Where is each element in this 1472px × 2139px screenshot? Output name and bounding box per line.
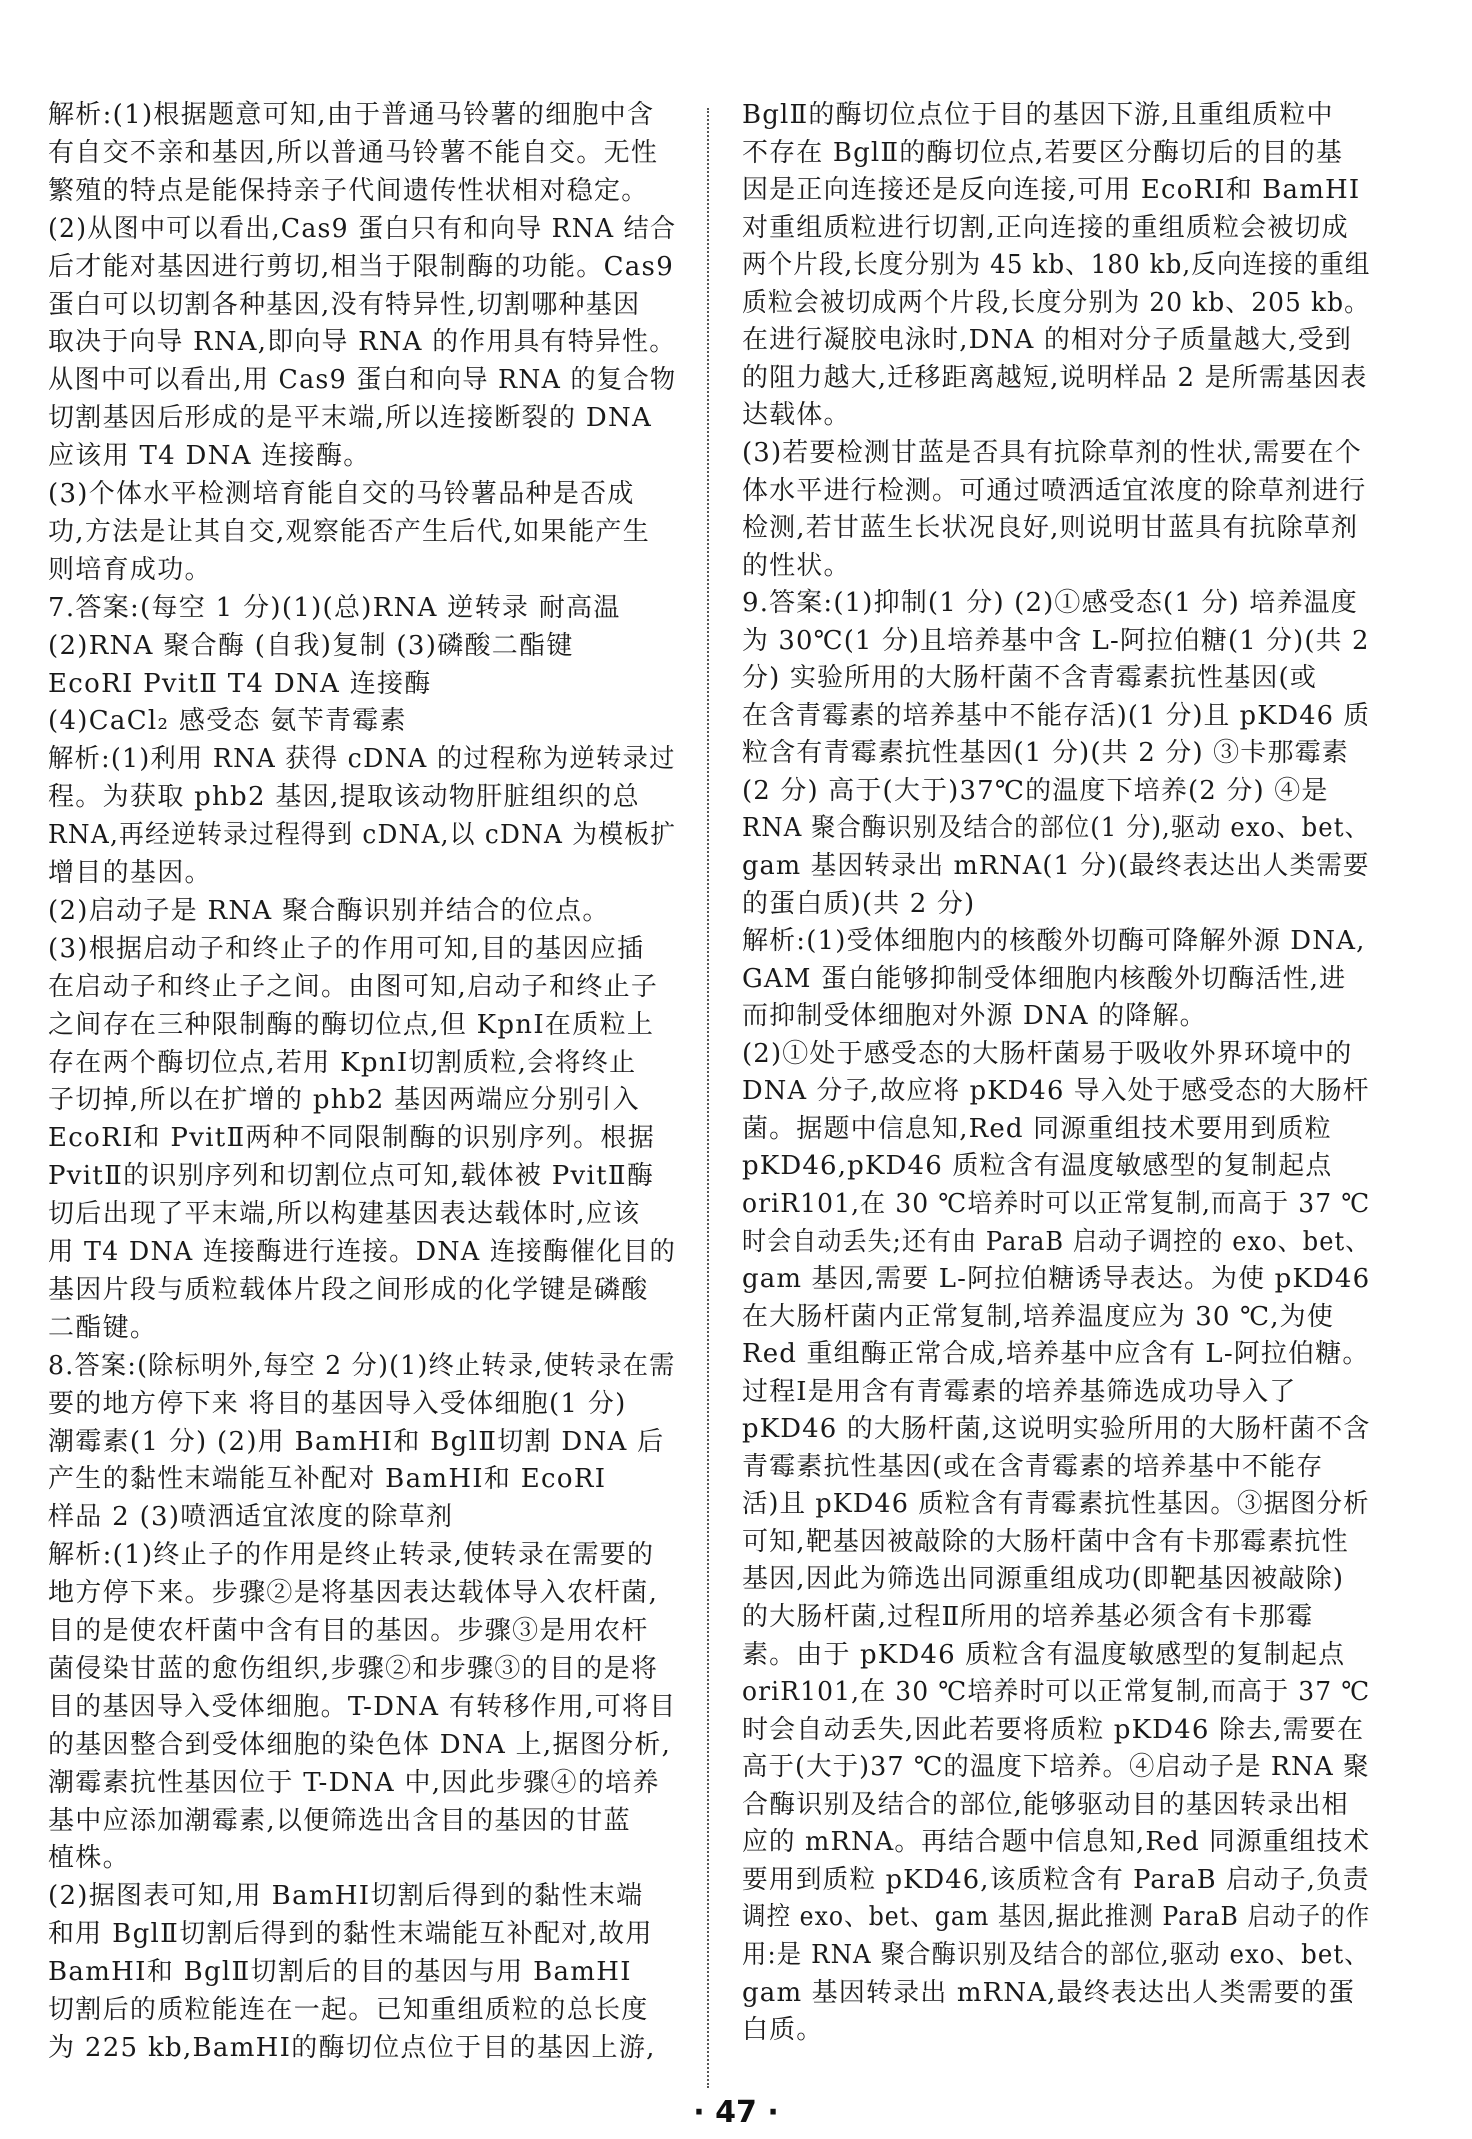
text-line: (2)①处于感受态的大肠杆菌易于吸收外界环境中的	[742, 1038, 1353, 1069]
text-line: 子切掉,所以在扩增的 phb2 基因两端应分别引入	[48, 1085, 640, 1116]
text-line: 的性状。	[742, 550, 851, 581]
page-number: · 47 ·	[693, 2095, 779, 2130]
text-line: 要用到质粒 pKD46,该质粒含有 ParaB 启动子,负责	[742, 1864, 1370, 1895]
text-line: 的大肠杆菌,过程Ⅱ所用的培养基必须含有卡那霉	[742, 1602, 1314, 1632]
text-line: 为 225 kb,BamHⅠ的酶切位点位于目的基因上游,	[48, 2032, 656, 2063]
text-line: (3)根据启动子和终止子的作用可知,目的基因应插	[48, 933, 645, 964]
text-line: 在进行凝胶电泳时,DNA 的相对分子质量越大,受到	[742, 325, 1352, 356]
text-line: 的基因整合到受体细胞的染色体 DNA 上,据图分析,	[48, 1729, 672, 1760]
text-line: 从图中可以看出,用 Cas9 蛋白和向导 RNA 的复合物	[48, 365, 677, 396]
text-line: 可知,靶基因被敲除的大肠杆菌中含有卡那霉素抗性	[742, 1526, 1349, 1557]
text-line: pKD46,pKD46 质粒含有温度敏感型的复制起点	[742, 1151, 1333, 1182]
text-line: 基因片段与质粒载体片段之间形成的化学键是磷酸	[48, 1274, 649, 1305]
text-line: 功,方法是让其自交,观察能否产生后代,如果能产生	[48, 516, 650, 547]
text-line: PvitⅡ的识别序列和切割位点可知,载体被 PvitⅡ酶	[48, 1161, 655, 1192]
text-line: RNA,再经逆转录过程得到 cDNA,以 cDNA 为模板扩	[48, 820, 677, 851]
text-line: (2 分) 高于(大于)37℃的温度下培养(2 分) ④是	[742, 775, 1329, 806]
text-line: 二酯键。	[48, 1312, 158, 1343]
text-line: 用 T4 DNA 连接酶进行连接。DNA 连接酶催化目的	[48, 1237, 677, 1267]
text-line: gam 基因,需要 L-阿拉伯糖诱导表达。为使 pKD46	[742, 1264, 1371, 1295]
text-line: 在启动子和终止子之间。由图可知,启动子和终止子	[48, 971, 659, 1002]
text-line: 合酶识别及结合的部位,能够驱动目的基因转录出相	[742, 1789, 1349, 1820]
text-line: 植株。	[48, 1843, 130, 1874]
text-line: 切割后的质粒能连在一起。已知重组质粒的总长度	[48, 1995, 649, 2025]
text-line: (4)CaCl₂ 感受态 氨苄青霉素	[48, 706, 407, 737]
text-line: 存在两个酶切位点,若用 KpnⅠ切割质粒,会将终止	[48, 1047, 637, 1078]
text-line: oriR101,在 30 ℃培养时可以正常复制,而高于 37 ℃	[742, 1188, 1371, 1219]
text-line: (2)从图中可以看出,Cas9 蛋白只有和向导 RNA 结合	[48, 213, 677, 244]
text-line: 白质。	[742, 2015, 824, 2046]
text-line: 7.答案:(每空 1 分)(1)(总)RNA 逆转录 耐高温	[48, 592, 621, 623]
text-line: 目的是使农杆菌中含有目的基因。步骤③是用农杆	[48, 1616, 649, 1646]
text-line: 基因,因此为筛选出同源重组成功(即靶基因被敲除)	[742, 1564, 1345, 1595]
text-line: gam 基因转录出 mRNA,最终表达出人类需要的蛋	[742, 1977, 1356, 2008]
text-line: 用:是 RNA 聚合酶识别及结合的部位,驱动 exo、bet、	[742, 1939, 1370, 1970]
text-line: 分) 实验所用的大肠杆菌不含青霉素抗性基因(或	[742, 663, 1318, 694]
text-line: 应该用 T4 DNA 连接酶。	[48, 441, 371, 472]
text-line: 对重组质粒进行切割,正向连接的重组质粒会被切成	[742, 212, 1349, 243]
text-line: 过程Ⅰ是用含有青霉素的培养基筛选成功导入了	[742, 1376, 1297, 1407]
text-line: 则培育成功。	[48, 554, 212, 585]
text-line: EcoRⅠ PvitⅡ T4 DNA 连接酶	[48, 668, 432, 699]
text-line: 活)且 pKD46 质粒含有青霉素抗性基因。③据图分析	[742, 1489, 1370, 1520]
text-line: RNA 聚合酶识别及结合的部位(1 分),驱动 exo、bet、	[742, 813, 1370, 844]
text-line: 解析:(1)终止子的作用是终止转录,使转录在需要的	[48, 1540, 655, 1571]
text-line: 达载体。	[742, 400, 851, 431]
text-line: 高于(大于)37 ℃的温度下培养。④启动子是 RNA 聚	[742, 1752, 1370, 1783]
text-line: 8.答案:(除标明外,每空 2 分)(1)终止转录,使转录在需	[48, 1350, 676, 1381]
text-line: 的阻力越大,迁移距离越短,说明样品 2 是所需基因表	[742, 362, 1368, 393]
text-line: 质粒会被切成两个片段,长度分别为 20 kb、205 kb。	[742, 287, 1371, 318]
text-line: BglⅡ的酶切位点位于目的基因下游,且重组质粒中	[742, 100, 1334, 130]
text-line: pKD46 的大肠杆菌,这说明实验所用的大肠杆菌不含	[742, 1414, 1371, 1445]
text-line: 为 30℃(1 分)且培养基中含 L-阿拉伯糖(1 分)(共 2	[742, 625, 1370, 656]
text-line: 基中应添加潮霉素,以便筛选出含目的基因的甘蓝	[48, 1805, 631, 1836]
text-line: 素。由于 pKD46 质粒含有温度敏感型的复制起点	[742, 1639, 1346, 1670]
column-divider	[707, 108, 709, 2088]
text-line: 两个片段,长度分别为 45 kb、180 kb,反向连接的重组	[742, 250, 1371, 281]
text-line: 蛋白可以切割各种基因,没有特异性,切割哪种基因	[48, 289, 641, 320]
text-line: (3)个体水平检测培育能自交的马铃薯品种是否成	[48, 479, 635, 509]
text-line: 样品 2 (3)喷洒适宜浓度的除草剂	[48, 1502, 454, 1533]
text-line: 菌侵染甘蓝的愈伤组织,步骤②和步骤③的目的是将	[48, 1653, 659, 1684]
text-line: 之间存在三种限制酶的酶切位点,但 KpnⅠ在质粒上	[48, 1009, 655, 1040]
text-line: 要的地方停下来 将目的基因导入受体细胞(1 分)	[48, 1388, 627, 1419]
text-line: 时会自动丢失;还有由 ParaB 启动子调控的 exo、bet、	[742, 1226, 1371, 1257]
text-line: 目的基因导入受体细胞。T-DNA 有转移作用,可将目	[48, 1691, 677, 1722]
text-line: 在大肠杆菌内正常复制,培养温度应为 30 ℃,为使	[742, 1301, 1334, 1332]
text-line: 体水平进行检测。可通过喷洒适宜浓度的除草剂进行	[742, 475, 1367, 506]
text-line: 解析:(1)利用 RNA 获得 cDNA 的过程称为逆转录过	[48, 744, 676, 775]
text-line: 菌。据题中信息知,Red 同源重组技术要用到质粒	[742, 1113, 1332, 1144]
text-line: 切割基因后形成的是平末端,所以连接断裂的 DNA	[48, 403, 653, 434]
text-line: (2)RNA 聚合酶 (自我)复制 (3)磷酸二酯键	[48, 630, 574, 661]
text-line: 切后出现了平末端,所以构建基因表达载体时,应该	[48, 1199, 641, 1230]
text-line: gam 基因转录出 mRNA(1 分)(最终表达出人类需要	[742, 851, 1370, 881]
text-line: 地方停下来。步骤②是将基因表达载体导入农杆菌,	[48, 1578, 659, 1609]
text-line: 9.答案:(1)抑制(1 分) (2)①感受态(1 分) 培养温度	[742, 588, 1358, 619]
text-line: DNA 分子,故应将 pKD46 导入处于感受态的大肠杆	[742, 1076, 1370, 1107]
text-line: EcoRⅠ和 PvitⅡ两种不同限制酶的识别序列。根据	[48, 1123, 656, 1154]
text-line: 繁殖的特点是能保持亲子代间遗传性状相对稳定。	[48, 175, 649, 206]
text-line: 有自交不亲和基因,所以普通马铃薯不能自交。无性	[48, 137, 659, 168]
text-line: (2)启动子是 RNA 聚合酶识别并结合的位点。	[48, 895, 610, 926]
text-line: 在含青霉素的培养基中不能存活)(1 分)且 pKD46 质	[742, 700, 1371, 731]
text-line: 产生的黏性末端能互补配对 BamHⅠ和 EcoRⅠ	[48, 1464, 607, 1495]
text-line: 和用 BglⅡ切割后得到的黏性末端能互补配对,故用	[48, 1919, 653, 1950]
text-line: 程。为获取 phb2 基因,提取该动物肝脏组织的总	[48, 782, 640, 813]
text-line: 潮霉素(1 分) (2)用 BamHⅠ和 BglⅡ切割 DNA 后	[48, 1426, 665, 1457]
text-line: 时会自动丢失,因此若要将质粒 pKD46 除去,需要在	[742, 1714, 1365, 1745]
text-line: 的蛋白质)(共 2 分)	[742, 888, 976, 919]
text-line: 应的 mRNA。再结合题中信息知,Red 同源重组技术	[742, 1827, 1371, 1858]
text-line: 取决于向导 RNA,即向导 RNA 的作用具有特异性。	[48, 327, 677, 358]
text-line: BamHⅠ和 BglⅡ切割后的目的基因与用 BamHⅠ	[48, 1957, 632, 1988]
text-line: oriR101,在 30 ℃培养时可以正常复制,而高于 37 ℃	[742, 1677, 1371, 1708]
text-line: 解析:(1)受体细胞内的核酸外切酶可降解外源 DNA,	[742, 926, 1366, 957]
text-line: 检测,若甘蓝生长状况良好,则说明甘蓝具有抗除草剂	[742, 513, 1359, 544]
text-line: 潮霉素抗性基因位于 T-DNA 中,因此步骤④的培养	[48, 1767, 660, 1798]
text-line: 粒含有青霉素抗性基因(1 分)(共 2 分) ③卡那霉素	[742, 738, 1349, 769]
text-line: 不存在 BglⅡ的酶切位点,若要区分酶切后的目的基	[742, 137, 1344, 168]
text-line: 青霉素抗性基因(或在含青霉素的培养基中不能存	[742, 1451, 1324, 1482]
text-line: 调控 exo、bet、gam 基因,据此推测 ParaB 启动子的作	[742, 1902, 1371, 1933]
text-line: 解析:(1)根据题意可知,由于普通马铃薯的细胞中含	[48, 100, 655, 130]
text-line: Red 重组酶正常合成,培养基中应含有 L-阿拉伯糖。	[742, 1339, 1370, 1370]
text-line: GAM 蛋白能够抑制受体细胞内核酸外切酶活性,进	[742, 963, 1347, 994]
text-line: (2)据图表可知,用 BamHⅠ切割后得到的黏性末端	[48, 1881, 644, 1912]
text-line: 而抑制受体细胞对外源 DNA 的降解。	[742, 1001, 1207, 1032]
text-line: 增目的基因。	[48, 858, 212, 888]
text-line: 后才能对基因进行剪切,相当于限制酶的功能。Cas9	[48, 251, 675, 282]
text-line: 因是正向连接还是反向连接,可用 EcoRⅠ和 BamHⅠ	[742, 175, 1361, 206]
text-line: (3)若要检测甘蓝是否具有抗除草剂的性状,需要在个	[742, 437, 1362, 468]
